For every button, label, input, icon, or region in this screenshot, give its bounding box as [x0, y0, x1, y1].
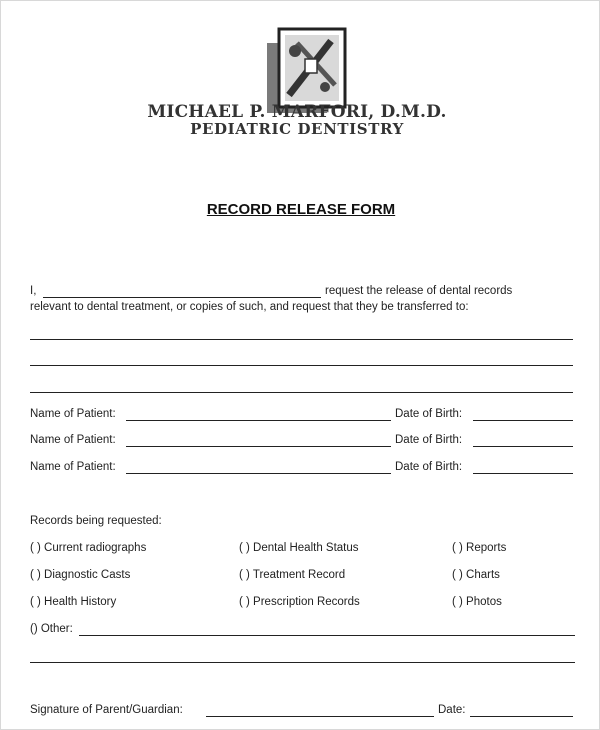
intro-line-1: request the release of dental records — [325, 285, 513, 297]
date-line[interactable] — [470, 716, 573, 717]
intro-line-2: relevant to dental treatment, or copies of such, and request that they be transferred to: — [30, 301, 469, 313]
dob-line[interactable] — [473, 446, 573, 447]
dob-label: Date of Birth: — [395, 408, 463, 420]
practice-name: MICHAEL P. MARFORI, D.M.D. — [147, 102, 447, 122]
records-heading: Records being requested: — [30, 515, 162, 527]
patient-label: Name of Patient: — [30, 408, 116, 420]
form-title: RECORD RELEASE FORM — [206, 201, 396, 218]
patient-name-line[interactable] — [126, 420, 391, 421]
dob-line[interactable] — [473, 420, 573, 421]
option-health-history[interactable]: ( ) Health History — [30, 596, 117, 608]
other-line[interactable] — [79, 635, 575, 636]
transfer-to-line[interactable] — [30, 365, 573, 366]
other-line[interactable] — [30, 662, 575, 663]
patient-label: Name of Patient: — [30, 434, 116, 446]
patient-name-line[interactable] — [126, 446, 391, 447]
option-prescription-records[interactable]: ( ) Prescription Records — [239, 596, 360, 608]
option-photos[interactable]: ( ) Photos — [452, 596, 502, 608]
option-treatment-record[interactable]: ( ) Treatment Record — [239, 569, 346, 581]
transfer-to-line[interactable] — [30, 339, 573, 340]
dob-label: Date of Birth: — [395, 461, 463, 473]
option-dental-health-status[interactable]: ( ) Dental Health Status — [239, 542, 359, 554]
option-reports[interactable]: ( ) Reports — [452, 542, 507, 554]
signature-line[interactable] — [206, 716, 434, 717]
practice-specialty: PEDIATRIC DENTISTRY — [190, 120, 404, 138]
patient-name-line[interactable] — [126, 473, 391, 474]
intro-prefix: I, — [30, 285, 37, 297]
option-charts[interactable]: ( ) Charts — [452, 569, 500, 581]
other-label[interactable]: () Other: — [30, 623, 73, 635]
date-label: Date: — [438, 704, 466, 716]
option-diagnostic-casts[interactable]: ( ) Diagnostic Casts — [30, 569, 131, 581]
patient-label: Name of Patient: — [30, 461, 116, 473]
signature-label: Signature of Parent/Guardian: — [30, 704, 183, 716]
transfer-to-line[interactable] — [30, 392, 573, 393]
option-current-radiographs[interactable]: ( ) Current radiographs — [30, 542, 147, 554]
requester-name-line[interactable] — [43, 297, 321, 298]
dob-line[interactable] — [473, 473, 573, 474]
dob-label: Date of Birth: — [395, 434, 463, 446]
